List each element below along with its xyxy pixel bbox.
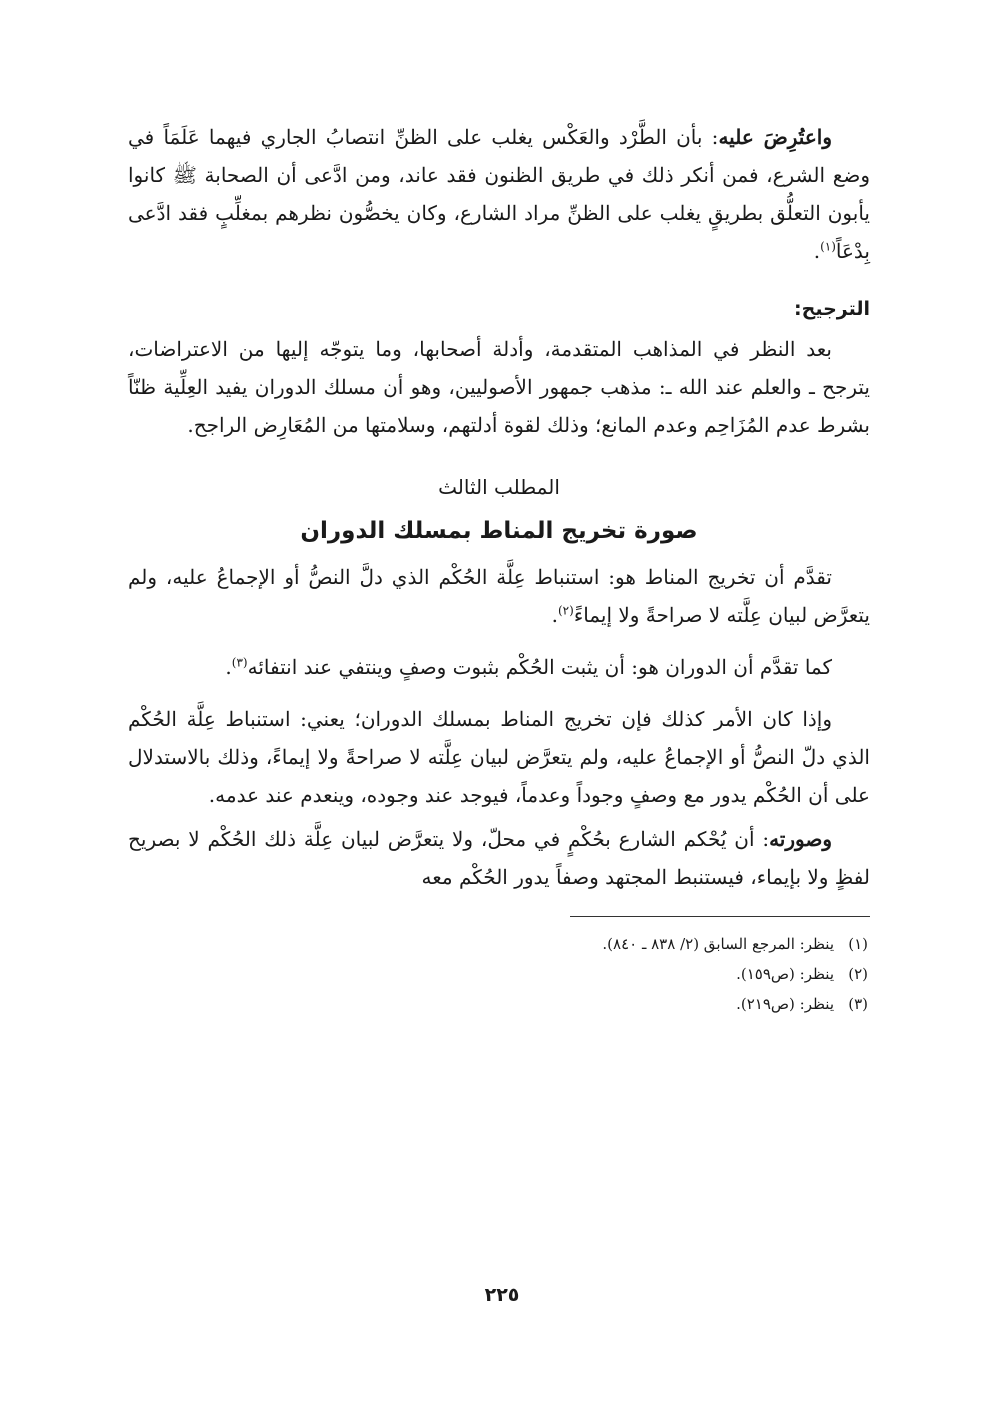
section-title: صورة تخريج المناط بمسلك الدوران [300, 518, 698, 544]
form-text: : أن يُحْكم الشارع بحُكْمٍ في محلّ، ولا يتعرَّض لبيان عِلَّة ذلك الحُكْم لا بصريح لفظٍ ولا بإيماء، فيستنبط المجتهد وصفاً يدور الحُكْم معه [128, 827, 870, 889]
footnote-3 [128, 989, 870, 1019]
page-number: ٢٢٥ [484, 1284, 520, 1306]
footnote-text: ينظر: المرجع السابق (٢/ ٨٣٨ ـ ٨٤٠). [602, 935, 834, 953]
spacer [128, 686, 870, 700]
paragraph-tarjih: بعد النظر في المذاهب المتقدمة، وأدلة أصحابها، وما يتوجّه إليها من الاعتراضات، يترجح ـ والعلم عند الله ـ: مذهب جمهور الأصوليين، وهو أن مسلك الدوران يفيد العِلِّية ظنّاً بشرط عدم المُزَاحِم وعدم المانع؛ وذلك لقوة أدلتهم، وسلامتها من المُعَارِض الراجح. [128, 337, 870, 437]
footnote-number: (١) [848, 935, 868, 953]
footnote-text: ينظر: (ص١٥٩). [736, 965, 834, 983]
paragraph-objection [128, 118, 870, 270]
page-body [128, 118, 870, 1019]
objection-text: : بأن الطَّرْد والعَكْس يغلب على الظنِّ انتصابُ الجاري فيهما عَلَمَاً في وضع الشرع، فمن أنكر ذلك في طريق الظنون فقد عاند، ومن ادَّعى أن الصحابة ﷺ كانوا يأبون التعلُّق بطريقٍ يغلب على الظنِّ مراد الشارع، وكان يخصُّون نظرهم بمغلِّبٍ فقد ادَّعى بِدْعَاً [128, 125, 870, 263]
footnote-number: (٣) [848, 995, 868, 1013]
footnote-divider [570, 916, 870, 917]
tarjih-heading: الترجيح: [794, 298, 870, 320]
paragraph-dawaran-definition [128, 648, 870, 686]
footnote-text: ينظر: (ص٢١٩). [736, 995, 834, 1013]
footnote-1 [128, 929, 870, 959]
objection-end: . [813, 239, 821, 263]
dawaran-definition-text: كما تقدَّم أن الدوران هو: أن يثبت الحُكْم بثبوت وصفٍ وينتفي عند انتفائه [247, 655, 832, 679]
paragraph-takhrij-definition [128, 558, 870, 634]
footnote-ref-2[interactable]: (٢) [557, 603, 574, 618]
footnote-number: (٢) [848, 965, 868, 983]
footnote-ref-1[interactable]: (١) [820, 239, 836, 254]
spacer [128, 634, 870, 648]
paragraph-form [128, 820, 870, 896]
dawaran-definition-end: . [225, 655, 232, 679]
section-label: المطلب الثالث [438, 475, 560, 499]
paragraph-meaning: وإذا كان الأمر كذلك فإن تخريج المناط بمسلك الدوران؛ يعني: استنباط عِلَّة الحُكْم الذي دلّ النصُّ أو الإجماعُ عليه، ولم يتعرَّض لبيان عِلَّته لا صراحةً ولا إيماءً، وذلك بالاستدلال على أن الحُكْم يدور مع وصفٍ وجوداً وعدماً، فيوجد عند وجوده، وينعدم عند عدمه. [128, 707, 870, 807]
footnote-ref-3[interactable]: (٣) [231, 655, 248, 670]
takhrij-definition-end: . [551, 603, 558, 627]
footnote-2 [128, 959, 870, 989]
objection-lead: واعتُرِضَ عليه [718, 125, 832, 149]
form-lead: وصورته [769, 827, 832, 851]
takhrij-definition-text: تقدَّم أن تخريج المناط هو: استنباط عِلَّة الحُكْم الذي دلَّ النصُّ أو الإجماعُ عليه، ولم يتعرَّض لبيان عِلَّته لا صراحةً ولا إيماءً [128, 565, 870, 627]
